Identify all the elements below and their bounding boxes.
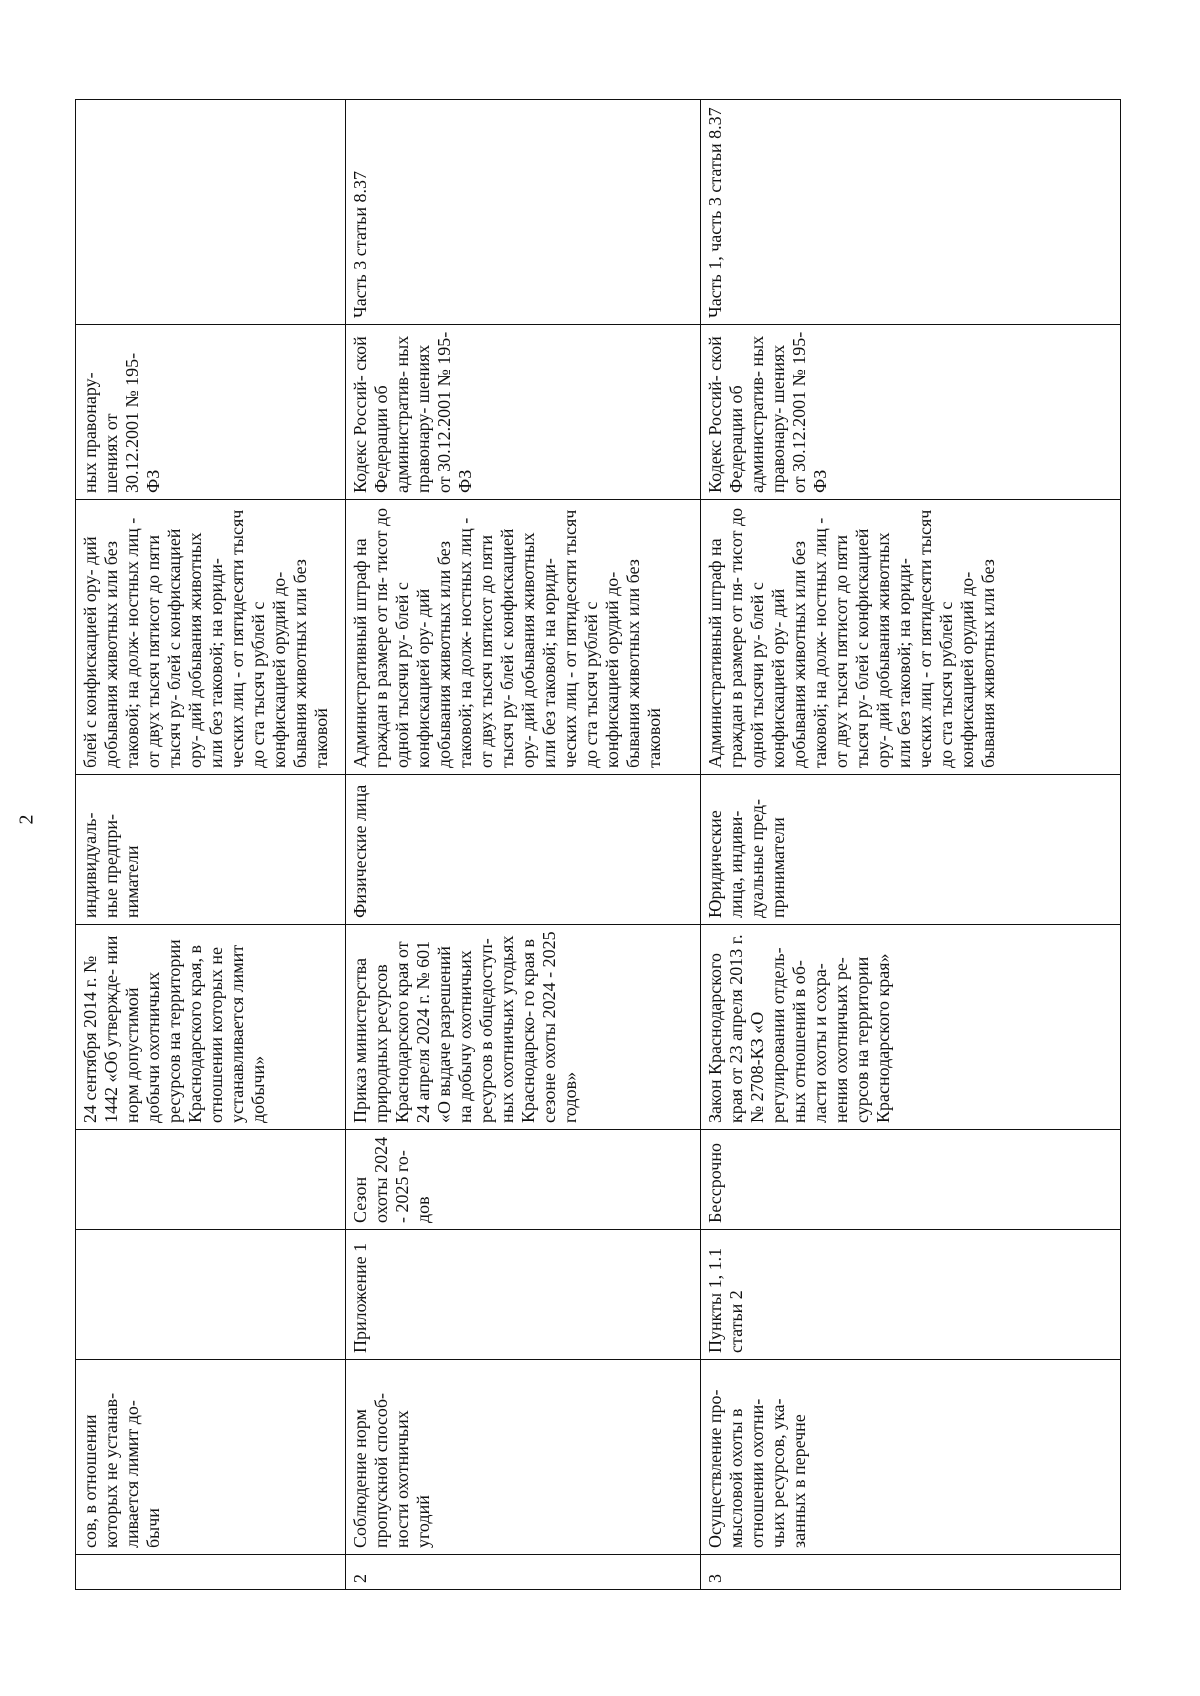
requirement-cell: Осуществление про- мысловой охоты в отношении охотни- чьих ресурсов, ука- занных в перечне bbox=[701, 1360, 1121, 1555]
code-cell: Кодекс Россий- ской Федерации об административ- ных правонару- шениях от 30.12.2001 № 195-ФЗ bbox=[346, 325, 701, 500]
provision-cell: Приложение 1 bbox=[346, 1230, 701, 1360]
article-cell bbox=[76, 100, 346, 325]
requirement-cell: Соблюдение норм пропускной способ- ности охотничьих угодий bbox=[346, 1360, 701, 1555]
validity-cell bbox=[76, 1130, 346, 1230]
code-cell: Кодекс Россий- ской Федерации об административ- ных правонару- шениях от 30.12.2001 № 195- ФЗ bbox=[701, 325, 1121, 500]
act-cell: 24 сентября 2014 г. № 1442 «Об утвержде- нии норм допустимой добычи охотничьих ресурсов на территории Краснодарского края, в отношении которых не устанавливается лимит добычи» bbox=[76, 925, 346, 1130]
page-number: 2 bbox=[15, 814, 38, 825]
row-number: 2 bbox=[346, 1555, 701, 1590]
subjects-cell: Юридические лица, индиви- дуальные пред- приниматели bbox=[701, 775, 1121, 925]
provision-cell: Пункты 1, 1.1 статьи 2 bbox=[701, 1230, 1121, 1360]
table-row bbox=[701, 100, 1121, 1590]
code-cell: ных правонару- шениях от 30.12.2001 № 195- ФЗ bbox=[76, 325, 346, 500]
liability-cell: Административный штраф на граждан в размере от пя- тисот до одной тысячи ру- блей с конфискацией ору- дий добывания животных или без таковой; на долж- ностных лиц - от двух тысяч пятисот до пяти тысяч ру- блей с конфискацией ору- дий добывания животных или без таковой; на юриди- ческих лиц - от пятидесяти тысяч до ста тысяч рублей с конфискацией орудий до- бывания животных или без таковой bbox=[346, 500, 701, 775]
act-cell: Закон Краснодарского края от 23 апреля 2013 г. № 2708-КЗ «О регулировании отдель- ных отношений в об- ласти охоты и сохра- нения охотничьих ре- сурсов на территории Краснодарского края» bbox=[701, 925, 1121, 1130]
liability-cell: Административный штраф на граждан в размере от пя- тисот до одной тысячи ру- блей с конфискацией ору- дий добывания животных или без таковой; на долж- ностных лиц - от двух тысяч пятисот до пяти тысяч ру- блей с конфискацией ору- дий добывания животных или без таковой; на юриди- ческих лиц - от пятидесяти тысяч до ста тысяч рублей с конфискацией орудий до- бывания животных или без bbox=[701, 500, 1121, 775]
act-cell: Приказ министерства природных ресурсов Краснодарского края от 24 апреля 2024 г. № 601 «О выдаче разрешений на добычу охотничьих ресурсов в общедоступ- ных охотничьих угодьях Краснодарско- го края в сезоне охоты 2024 - 2025 годов» bbox=[346, 925, 701, 1130]
rotated-table-wrapper bbox=[75, 100, 1120, 1590]
validity-cell: Бессрочно bbox=[701, 1130, 1121, 1230]
requirement-cell: сов, в отношении которых не устанав- ливается лимит до- бычи bbox=[76, 1360, 346, 1555]
validity-cell: Сезон охоты 2024 - 2025 го- дов bbox=[346, 1130, 701, 1230]
subjects-cell: индивидуаль- ные предпри- ниматели bbox=[76, 775, 346, 925]
row-number: 3 bbox=[701, 1555, 1121, 1590]
regulation-table bbox=[75, 99, 1121, 1590]
row-number bbox=[76, 1555, 346, 1590]
subjects-cell: Физические лица bbox=[346, 775, 701, 925]
article-cell: Часть 3 статьи 8.37 bbox=[346, 100, 701, 325]
article-cell: Часть 1, часть 3 статьи 8.37 bbox=[701, 100, 1121, 325]
provision-cell bbox=[76, 1230, 346, 1360]
liability-cell: блей с конфискацией ору- дий добывания животных или без таковой; на долж- ностных лиц - от двух тысяч пятисот до пяти тысяч ру- блей с конфискацией ору- дий добывания животных или без таковой; на юриди- ческих лиц - от пятидесяти тысяч до ста тысяч рублей с конфискацией орудий до- бывания животных или без таковой bbox=[76, 500, 346, 775]
table-row bbox=[76, 100, 346, 1590]
table-row bbox=[346, 100, 701, 1590]
